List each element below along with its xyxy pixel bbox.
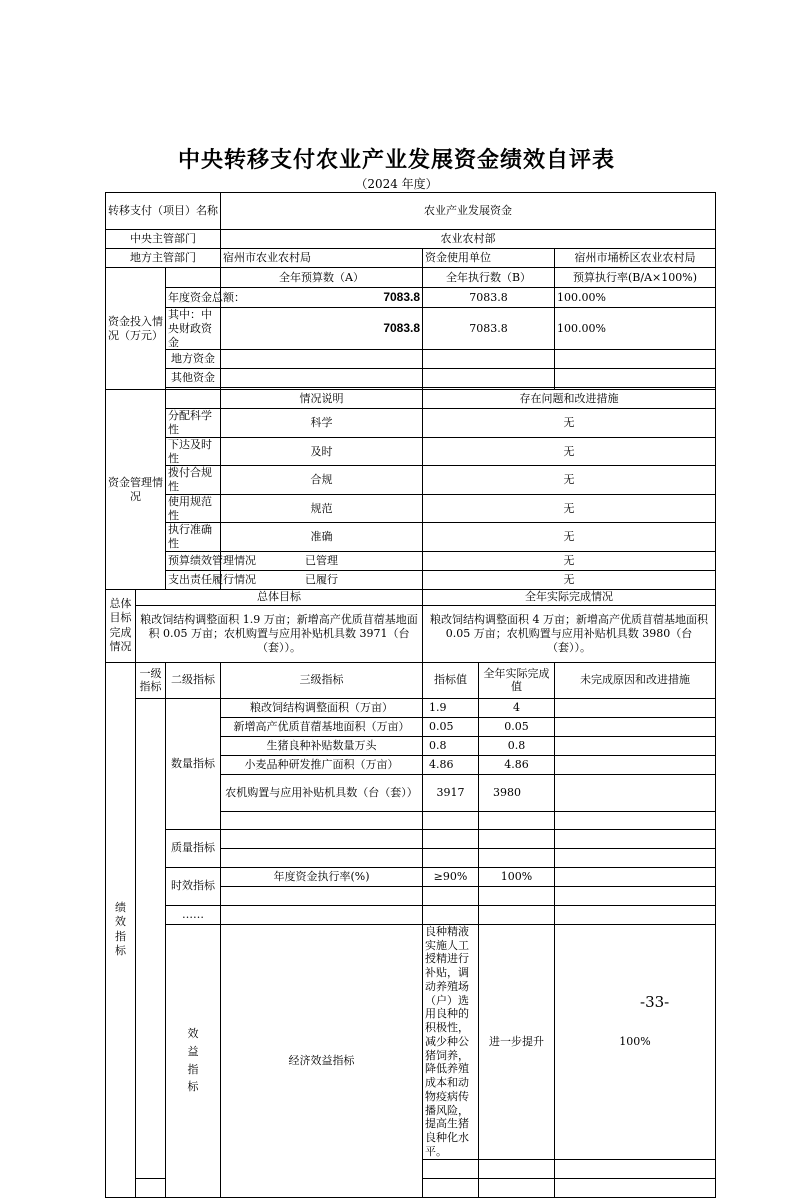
page-title: 中央转移支付农业产业发展资金绩效自评表 [177,147,615,173]
fund-row-rate [555,369,716,388]
quality-indicator-label: 质量指标 [166,829,221,867]
fund-row-label: 其他资金 [166,369,221,388]
indicator-name: 新增高产优质苜蓿基地面积（万亩） [221,717,423,736]
management-item: 拨付合规性 [166,466,221,495]
fund-row-rate: 100.00% [555,288,716,308]
fund-row-rate: 100.00% [555,308,716,350]
indicator-actual: 0.8 [479,736,555,755]
management-item: 下达及时性 [166,437,221,466]
col-actual: 全年实际完成情况 [423,589,716,605]
h-level3: 三级指标 [221,662,423,698]
indicator-reason [555,717,716,736]
management-issue: 无 [423,494,716,523]
management-desc: 已履行 [221,570,423,589]
output-indicator-label: 产出指标 [145,909,156,966]
page-number: -33- [640,993,670,1011]
fund-row-rate [555,350,716,369]
indicator-name: 生猪良种补贴数量万头 [221,736,423,755]
management-issue: 无 [423,437,716,466]
indicator-actual: 3980 [479,774,555,811]
indicator-actual: 100% [479,867,555,886]
fund-row-label: 其中：中央财政资金 [166,308,221,350]
ellipsis: …… [166,905,221,924]
fund-user-label: 资金使用单位 [423,249,555,268]
time-indicator-label: 时效指标 [166,867,221,905]
indicator-value: ≥90% [423,867,479,886]
central-dept-value: 农业农村部 [221,230,716,249]
indicator-actual: 4.86 [479,755,555,774]
h-actual: 全年实际完成值 [479,662,555,698]
management-issue: 无 [423,523,716,552]
management-item: 执行准确性 [166,523,221,552]
management-issue: 无 [423,409,716,438]
management-issue: 无 [423,466,716,495]
indicator-name: 粮改饲结构调整面积（万亩） [221,698,423,717]
indicator-value: 进一步提升 [479,924,555,1159]
col-goal: 总体目标 [136,589,423,605]
central-dept-label: 中央主管部门 [106,230,221,249]
goal-text: 粮改饲结构调整面积 1.9 万亩；新增高产优质苜蓿基地面积 0.05 万亩；农机购置与应用补贴机具数 3971（台（套））。 [136,605,423,662]
fund-row-exec: 7083.8 [423,288,555,308]
indicator-reason [555,698,716,717]
management-section-label: 资金管理情况 [106,390,166,590]
col-budget: 全年预算数（A） [221,268,423,288]
benefit-indicator-label: 效益指标 [187,1027,199,1094]
fund-user-value: 宿州市埇桥区农业农村局 [555,249,716,268]
indicator-name: 农机购置与应用补贴机具数（台（套）） [221,774,423,811]
management-desc: 合规 [221,466,423,495]
indicator-value: 1.9 [423,698,479,717]
h-level1: 一级指标 [136,662,166,698]
management-item: 分配科学性 [166,409,221,438]
project-name-label: 转移支付（项目）名称 [106,193,221,230]
indicator-reason [555,867,716,886]
goals-section-label: 总体目标完成情况 [109,597,132,654]
indicator-name: 年度资金执行率(%) [221,867,423,886]
fund-row-budget [221,350,423,369]
indicator-reason [555,755,716,774]
indicator-actual: 0.05 [479,717,555,736]
fund-row-label: 年度资金总额： [166,288,221,308]
actual-text: 粮改饲结构调整面积 4 万亩；新增高产优质苜蓿基地面积 0.05 万亩；农机购置与应用补贴机具数 3980（台（套））。 [423,605,716,662]
management-item: 支出责任履行情况 [166,570,221,589]
fund-row-label: 地方资金 [166,350,221,369]
economic-indicator-label: 经济效益指标 [221,924,423,1197]
management-item: 预算绩效管理情况 [166,551,221,570]
funding-section-label: 资金投入情况（万元） [106,268,166,390]
management-issue: 无 [423,570,716,589]
indicator-value: 3917 [423,774,479,811]
management-issue: 无 [423,551,716,570]
indicators-section-label: 绩效指标 [115,901,126,957]
indicator-actual: 4 [479,698,555,717]
indicator-value: 0.05 [423,717,479,736]
fund-row-budget: 7083.8 [221,308,423,350]
h-reason: 未完成原因和改进措施 [555,662,716,698]
indicator-name: 小麦品种研发推广面积（万亩） [221,755,423,774]
indicator-reason [555,736,716,755]
report-year: （2024 年度） [355,177,438,191]
h-level2: 二级指标 [166,662,221,698]
indicator-name: 良种精液实施人工授精进行补贴，调动养殖场（户）选用良种的积极性，减少种公猪饲养，降低养殖成本和动物疫病传播风险，提高生猪良种化水平。 [423,924,479,1159]
management-desc: 规范 [221,494,423,523]
quantity-indicator-label: 数量指标 [166,698,221,829]
h-value: 指标值 [423,662,479,698]
fund-row-exec: 7083.8 [423,308,555,350]
management-desc: 准确 [221,523,423,552]
management-desc: 已管理 [221,551,423,570]
self-evaluation-table [105,192,716,1198]
local-dept-value: 宿州市农业农村局 [221,249,423,268]
project-name-value: 农业产业发展资金 [221,193,716,230]
management-desc: 科学 [221,409,423,438]
col-rate: 预算执行率(B/A×100%) [555,268,716,288]
indicator-reason [555,774,716,811]
local-dept-label: 地方主管部门 [106,249,221,268]
indicator-actual: 100% [555,924,716,1159]
fund-row-exec [423,350,555,369]
col-desc: 情况说明 [221,390,423,409]
management-desc: 及时 [221,437,423,466]
col-exec: 全年执行数（B） [423,268,555,288]
fund-row-budget: 7083.8 [221,288,423,308]
fund-row-budget [221,369,423,388]
indicator-value: 0.8 [423,736,479,755]
indicator-value: 4.86 [423,755,479,774]
fund-row-exec [423,369,555,388]
col-issue: 存在问题和改进措施 [423,390,716,409]
management-item: 使用规范性 [166,494,221,523]
